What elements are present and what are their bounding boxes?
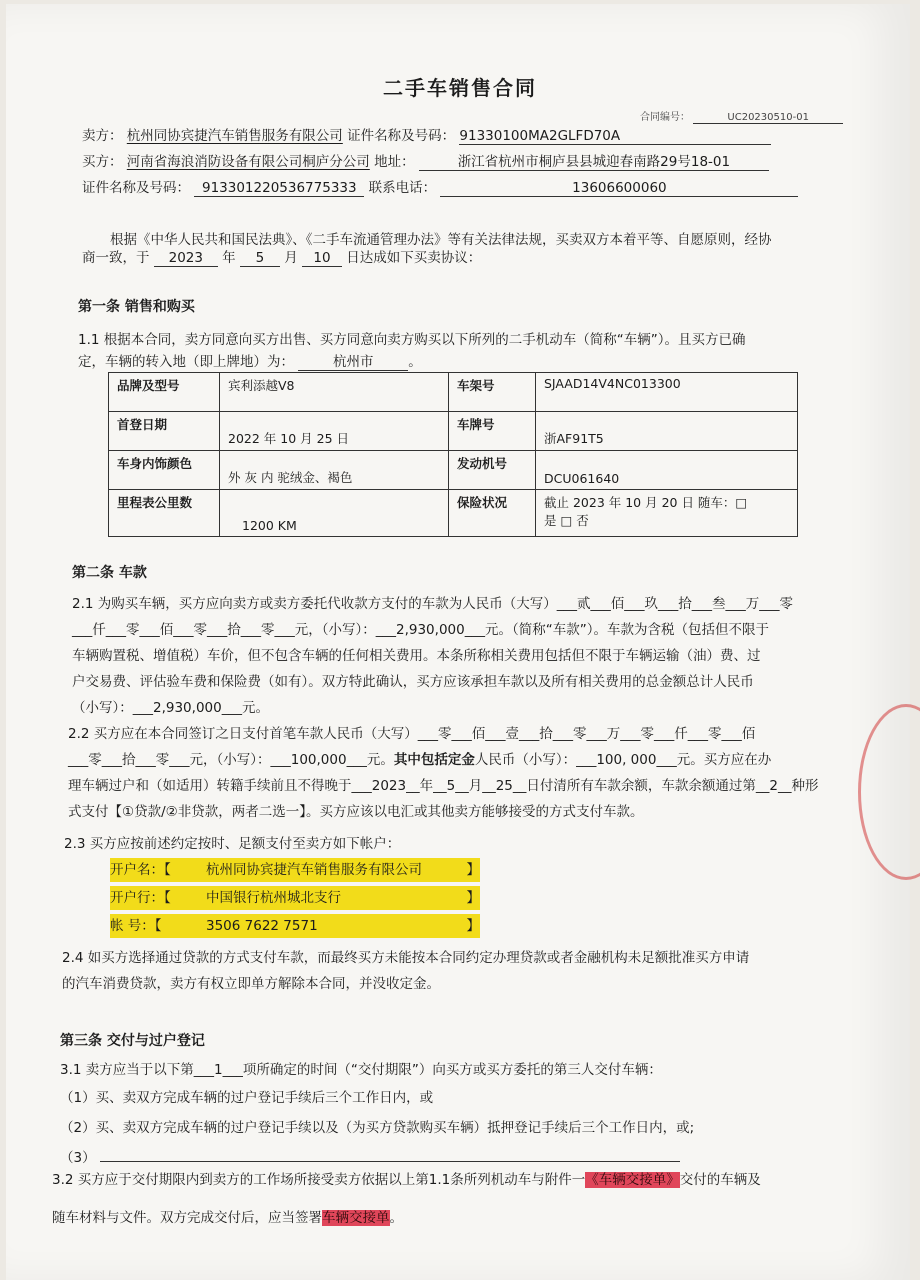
month-word: 月 [284, 250, 298, 266]
seller-row [82, 124, 771, 145]
buyer-id-row [82, 176, 798, 197]
seller-id-label: 证件名称及号码： [347, 128, 456, 144]
vehicle-table [108, 372, 798, 537]
transfer-city: 杭州市 [298, 350, 408, 371]
plate-label: 车牌号 [449, 412, 536, 451]
sign-month: 5 [240, 250, 280, 267]
contract-number-label: 合同编号： [640, 112, 690, 123]
account-bank-row [110, 886, 480, 910]
preamble-end: 日达成如下买卖协议： [346, 250, 482, 266]
preamble-line-2 [82, 246, 481, 267]
account-name: 杭州同协宾捷汽车销售服务有限公司 [206, 862, 422, 878]
article-2-2-line-4: 式支付【①贷款/②非贷款，两者二选一】。买方应该以电汇或其他卖方能够接受的方式支付车款。 [68, 804, 644, 820]
first-reg-label: 首登日期 [109, 412, 220, 451]
handover-form-sign: 车辆交接单 [322, 1210, 390, 1226]
buyer-id-label: 证件名称及号码： [82, 180, 190, 196]
article-3-2-text: 3.2 买方应于交付期限内到卖方的工作场所接受卖方依据以上第1.1条所列机动车与附件一 [52, 1172, 586, 1188]
article-1-heading: 第一条 销售和购买 [78, 299, 195, 315]
article-3-1-option-2: （2）买、卖双方完成车辆的过户登记手续以及（为买方贷款购买车辆）抵押登记手续后三个工作日内，或; [60, 1120, 695, 1136]
engine-value: DCU061640 [536, 451, 798, 490]
article-2-1-line-4: 户交易费、评估验车费和保险费（如有）。双方特此确认，买方应该承担车款以及所有相关费用的总金额总计人民币 [72, 674, 754, 690]
insurance-value [536, 490, 798, 537]
first-payment: ___零___拾___零___元，（小写）：___100,000___元。 [68, 752, 394, 768]
color-value: 外 灰 内 驼绒金、褐色 [220, 451, 449, 490]
deposit-label: 其中包括定金 [393, 752, 475, 768]
article-1-1-line-1: 1.1 根据本合同，卖方同意向买方出售、买方同意向卖方购买以下所列的二手机动车（简称“车辆”）。且买方已确 [78, 332, 746, 348]
article-2-4-line-2: 的汽车消费贷款，卖方有权立即单方解除本合同，并没收定金。 [62, 976, 440, 992]
red-seal-stamp [858, 704, 920, 880]
article-2-2-line-1: 2.2 买方应在本合同签订之日支付首笔车款人民币（大写）___零___佰___壹___拾___零___万___零___仟___零___佰 [68, 726, 756, 742]
contract-number-row [640, 108, 843, 124]
preamble-line-1: 根据《中华人民共和国民法典》、《二手车流通管理办法》等有关法律法规，买卖双方本着平等、自愿原则，经协 [110, 232, 772, 248]
address-label: 地址： [374, 154, 415, 170]
article-2-2-line-2 [68, 748, 771, 768]
transfer-place-label: 定，车辆的转入地（即上牌地）为： [78, 354, 294, 370]
article-2-1-line-2: ___仟___零___佰___零___拾___零___元，（小写）：___2,930,000___元。（简称“车款”）。车款为含税（包括但不限于 [72, 622, 769, 638]
article-2-2-line-3: 理车辆过户和（如适用）转籍手续前且不得晚于___2023__年__5__月__25__日付清所有车款余额，车款余额通过第__2__种形 [68, 778, 819, 794]
bracket: 】 [466, 918, 480, 934]
buyer-label: 买方： [82, 154, 123, 170]
article-2-1-line-3: 车辆购置税、增值税）车价，但不包含车辆的任何相关费用。本条所称相关费用包括但不限于车辆运输（油）费、过 [72, 648, 761, 664]
contract-title: 二手车销售合同 [383, 76, 537, 100]
table-row [109, 490, 798, 537]
article-2-1-line-5: （小写）：___2,930,000___元。 [72, 700, 269, 716]
article-3-2-sign-text: 随车材料与文件。双方完成交付后，应当签署 [52, 1210, 322, 1226]
article-2-heading: 第二条 车款 [72, 565, 147, 581]
table-row [109, 412, 798, 451]
engine-label: 发动机号 [449, 451, 536, 490]
insurance-until: 截止 2023 年 10 月 20 日 随车：□ [544, 495, 748, 510]
article-3-1-line: 3.1 卖方应当于以下第___1___项所确定的时间（“交付期限”）向买方或买方委托的第三人交付车辆： [60, 1062, 662, 1078]
buyer-row [82, 150, 769, 171]
article-3-heading: 第三条 交付与过户登记 [60, 1033, 205, 1049]
seller-label: 卖方： [82, 128, 123, 144]
account-name-row [110, 858, 480, 882]
account-bank: 中国银行杭州城北支行 [206, 890, 341, 906]
mileage-label: 里程表公里数 [109, 490, 220, 537]
bracket: 】 [466, 890, 480, 906]
article-3-1-option-3 [60, 1146, 680, 1166]
account-name-label: 开户名：【 [110, 862, 171, 878]
buyer-phone: 13606600060 [440, 180, 798, 197]
insurance-yes-no: 是 □ 否 [544, 513, 589, 528]
article-2-1-line-1: 2.1 为购买车辆，买方应向卖方或卖方委托代收款方支付的车款为人民币（大写）___贰___佰___玖___拾___叁___万___零 [72, 596, 794, 612]
article-2-3-line: 2.3 买方应按前述约定按时、足额支付至卖方如下帐户： [64, 836, 401, 852]
brand-value: 宾利添越V8 [220, 373, 449, 412]
buyer-address: 浙江省杭州市桐庐县县城迎春南路29号18-01 [419, 150, 769, 171]
period: 。 [408, 354, 422, 370]
color-label: 车身内饰颜色 [109, 451, 220, 490]
brand-label: 品牌及型号 [109, 373, 220, 412]
phone-label: 联系电话： [368, 180, 437, 196]
article-3-1-option-1: （1）买、卖双方完成车辆的过户登记手续后三个工作日内，或 [60, 1090, 434, 1106]
bracket: 】 [466, 862, 480, 878]
first-reg-value: 2022 年 10 月 25 日 [220, 412, 449, 451]
article-3-2-line-1 [52, 1168, 761, 1188]
buyer-name: 河南省海浪消防设备有限公司桐庐分公司 [126, 154, 370, 170]
account-number-row [110, 914, 480, 938]
sign-day: 10 [302, 250, 342, 267]
preamble-text: 商一致，于 [82, 250, 150, 266]
table-row [109, 451, 798, 490]
handover-form-ref: 《车辆交接单》 [585, 1172, 680, 1188]
mileage-value: 1200 KM [220, 490, 449, 537]
account-number: 3506 7622 7571 [206, 918, 318, 934]
seller-name: 杭州同协宾捷汽车销售服务有限公司 [126, 128, 343, 144]
option-3-blank [100, 1147, 680, 1162]
sign-year: 2023 [154, 250, 218, 267]
article-1-1-line-2 [78, 350, 422, 371]
vin-value: SJAAD14V4NC013300 [536, 373, 798, 412]
article-3-2-line-2 [52, 1206, 403, 1226]
article-2-4-line-1: 2.4 如买方选择通过贷款的方式支付车款，而最终买方未能按本合同约定办理贷款或者金融机构未足额批准买方申请 [62, 950, 750, 966]
option-3-label: （3） [60, 1150, 96, 1166]
insurance-label: 保险状况 [449, 490, 536, 537]
deposit-amount: 人民币（小写）：___100, 000___元。买方应在办 [474, 752, 772, 768]
buyer-id: 913301220536775333 [194, 180, 364, 197]
vin-label: 车架号 [449, 373, 536, 412]
plate-value: 浙AF91T5 [536, 412, 798, 451]
account-bank-label: 开户行：【 [110, 890, 171, 906]
table-row [109, 373, 798, 412]
period: 。 [389, 1210, 403, 1226]
year-word: 年 [222, 250, 236, 266]
account-number-label: 帐 号：【 [110, 918, 162, 934]
article-3-2-text-end: 交付的车辆及 [679, 1172, 761, 1188]
seller-id: 91330100MA2GLFD70A [459, 128, 771, 145]
contract-number: UC20230510-01 [693, 112, 843, 124]
